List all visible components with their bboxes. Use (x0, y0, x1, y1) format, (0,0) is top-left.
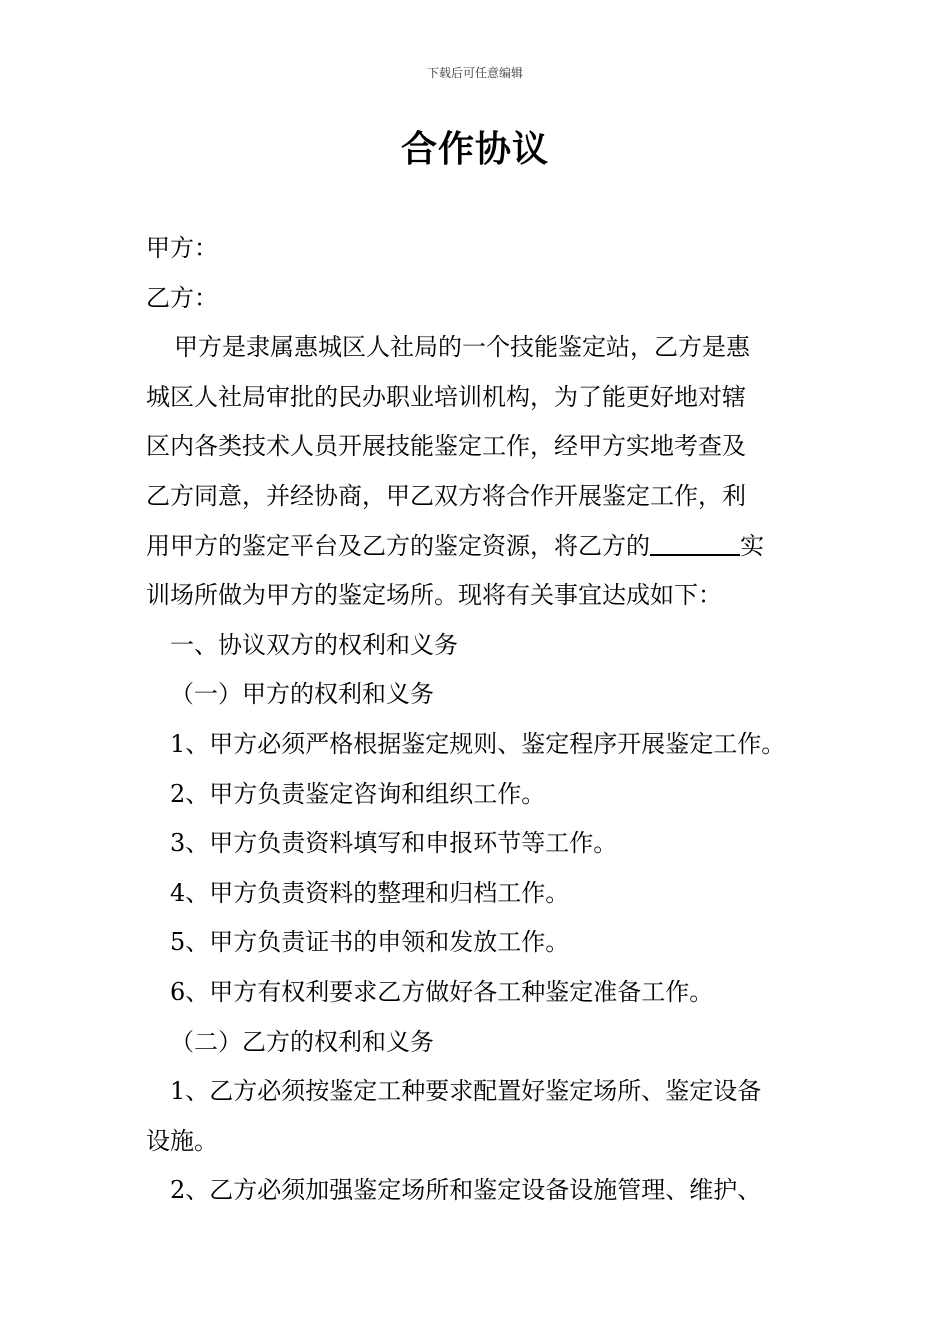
fill-in-blank (650, 528, 740, 556)
header-note: 下载后可任意编辑 (426, 66, 523, 80)
party-a-item-2: 2、甲方负责鉴定咨询和组织工作。 (170, 779, 546, 808)
document-title: 合作协议 (400, 128, 549, 170)
subsection-a-title: （一）甲方的权利和义务 (170, 680, 434, 709)
intro-line-6: 训场所做为甲方的鉴定场所。现将有关事宜达成如下： (146, 581, 722, 610)
party-a-item-4: 4、甲方负责资料的整理和归档工作。 (170, 878, 570, 907)
party-b-label: 乙方： (146, 283, 218, 312)
party-b-item-1-line-1: 1、乙方必须按鉴定工种要求配置好鉴定场所、鉴定设备 (170, 1077, 762, 1106)
party-a-item-3: 3、甲方负责资料填写和申报环节等工作。 (170, 829, 618, 858)
intro-line-5-tail: 实 (740, 531, 764, 560)
party-a-item-6: 6、甲方有权利要求乙方做好各工种鉴定准备工作。 (170, 977, 714, 1006)
intro-line-5-text: 用甲方的鉴定平台及乙方的鉴定资源，将乙方的 (146, 531, 650, 560)
party-a-item-1: 1、甲方必须严格根据鉴定规则、鉴定程序开展鉴定工作。 (170, 729, 786, 758)
document-body (146, 224, 812, 1216)
party-b-item-1-line-2: 设施。 (146, 1126, 218, 1155)
intro-line-1: 甲方是隶属惠城区人社局的一个技能鉴定站，乙方是惠 (174, 333, 750, 362)
intro-line-4: 乙方同意，并经协商，甲乙双方将合作开展鉴定工作，利 (146, 481, 746, 510)
party-a-item-5: 5、甲方负责证书的申领和发放工作。 (170, 928, 570, 957)
intro-line-5 (146, 522, 812, 572)
intro-line-3: 区内各类技术人员开展技能鉴定工作，经甲方实地考查及 (146, 432, 746, 461)
party-b-item-2-line-1: 2、乙方必须加强鉴定场所和鉴定设备设施管理、维护、 (170, 1176, 762, 1205)
intro-line-2: 城区人社局审批的民办职业培训机构，为了能更好地对辖 (146, 382, 746, 411)
subsection-b-title: （二）乙方的权利和义务 (170, 1027, 434, 1056)
party-a-label: 甲方： (146, 234, 218, 262)
section-1-title: 一、协议双方的权利和义务 (170, 630, 458, 659)
